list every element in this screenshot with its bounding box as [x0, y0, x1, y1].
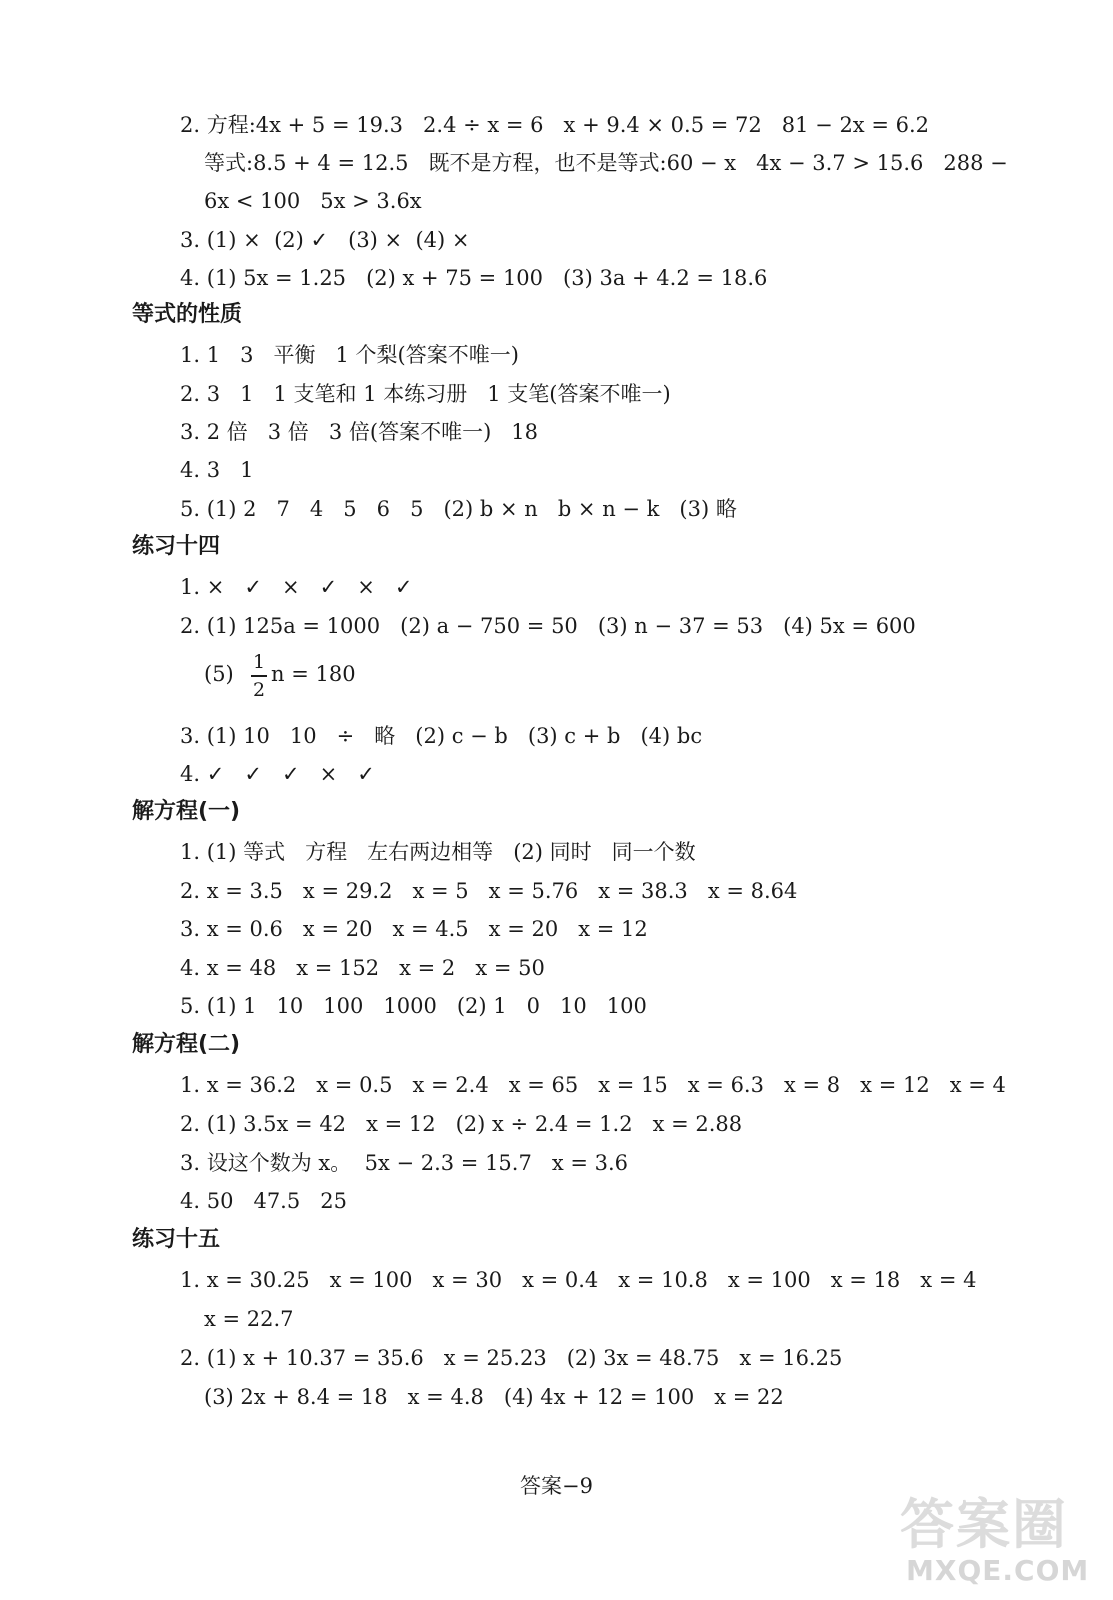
answer-line: x = 22.7 [204, 1307, 294, 1331]
answer-line: 1. 1 3 平衡 1 个梨(答案不唯一) [180, 343, 519, 367]
answer-line: 4. ✓ ✓ ✓ × ✓ [180, 762, 375, 786]
answer-line: 3. (1) × (2) ✓ (3) × (4) × [180, 228, 470, 252]
answer-line: 2. 3 1 1 支笔和 1 本练习册 1 支笔(答案不唯一) [180, 382, 671, 406]
answer-line: 1. x = 36.2 x = 0.5 x = 2.4 x = 65 x = 15 x = 6.3 x = 8 x = 12 x = 4 [180, 1073, 1006, 1097]
answer-line: 2. (1) 3.5x = 42 x = 12 (2) x ÷ 2.4 = 1.2 x = 2.88 [180, 1112, 743, 1136]
section-heading: 练习十五 [132, 1227, 221, 1252]
fraction-denominator: 2 [252, 679, 266, 701]
watermark-logo [900, 1482, 1100, 1592]
answer-line: 3. x = 0.6 x = 20 x = 4.5 x = 20 x = 12 [180, 917, 648, 941]
watermark-en: MXQE.COM [906, 1554, 1090, 1587]
section-heading: 等式的性质 [132, 302, 243, 327]
answer-line: 3. 2 倍 3 倍 3 倍(答案不唯一) 18 [180, 420, 539, 444]
watermark-cn: 答案圈 [900, 1493, 1068, 1556]
answer-line: 1. (1) 等式 方程 左右两边相等 (2) 同时 同一个数 [180, 840, 696, 864]
answer-line: 2. (1) x + 10.37 = 35.6 x = 25.23 (2) 3x = 48.75 x = 16.25 [180, 1346, 843, 1370]
answer-line: 4. 50 47.5 25 [180, 1189, 347, 1213]
answer-line: (3) 2x + 8.4 = 18 x = 4.8 (4) 4x + 12 = 100 x = 22 [204, 1385, 784, 1409]
answer-line: 4. (1) 5x = 1.25 (2) x + 75 = 100 (3) 3a + 4.2 = 18.6 [180, 266, 768, 290]
answer-line: 3. 设这个数为 x。 5x − 2.3 = 15.7 x = 3.6 [180, 1151, 629, 1175]
answer-line: 2. (1) 125a = 1000 (2) a − 750 = 50 (3) n − 37 = 53 (4) 5x = 600 [180, 614, 916, 638]
section-heading: 解方程(一) [132, 799, 241, 824]
section-heading: 练习十四 [132, 534, 221, 559]
answer-line: 2. x = 3.5 x = 29.2 x = 5 x = 5.76 x = 38.3 x = 8.64 [180, 879, 798, 903]
fraction-bar [251, 675, 267, 677]
section-heading: 解方程(二) [132, 1032, 241, 1057]
fraction-numerator: 1 [252, 651, 266, 673]
answer-line: 6x < 100 5x > 3.6x [204, 189, 422, 213]
fraction-suffix: n = 180 [271, 662, 356, 686]
answer-line: 1. × ✓ × ✓ × ✓ [180, 575, 413, 599]
answer-line: 等式:8.5 + 4 = 12.5 既不是方程，也不是等式:60 − x 4x − 3.7 > 15.6 288 − [204, 151, 1008, 175]
answer-line: 5. (1) 1 10 100 1000 (2) 1 0 10 100 [180, 994, 647, 1018]
page-footer: 答案−9 [520, 1474, 593, 1498]
answer-line: 5. (1) 2 7 4 5 6 5 (2) b × n b × n − k (3) 略 [180, 497, 737, 521]
fraction-prefix: (5) [204, 662, 234, 686]
answer-line: 2. 方程:4x + 5 = 19.3 2.4 ÷ x = 6 x + 9.4 × 0.5 = 72 81 − 2x = 6.2 [180, 113, 929, 137]
answer-line: 4. 3 1 [180, 458, 254, 482]
answer-line: 3. (1) 10 10 ÷ 略 (2) c − b (3) c + b (4) bc [180, 724, 703, 748]
answer-line: 1. x = 30.25 x = 100 x = 30 x = 0.4 x = 10.8 x = 100 x = 18 x = 4 [180, 1268, 977, 1292]
answer-line: 4. x = 48 x = 152 x = 2 x = 50 [180, 956, 545, 980]
